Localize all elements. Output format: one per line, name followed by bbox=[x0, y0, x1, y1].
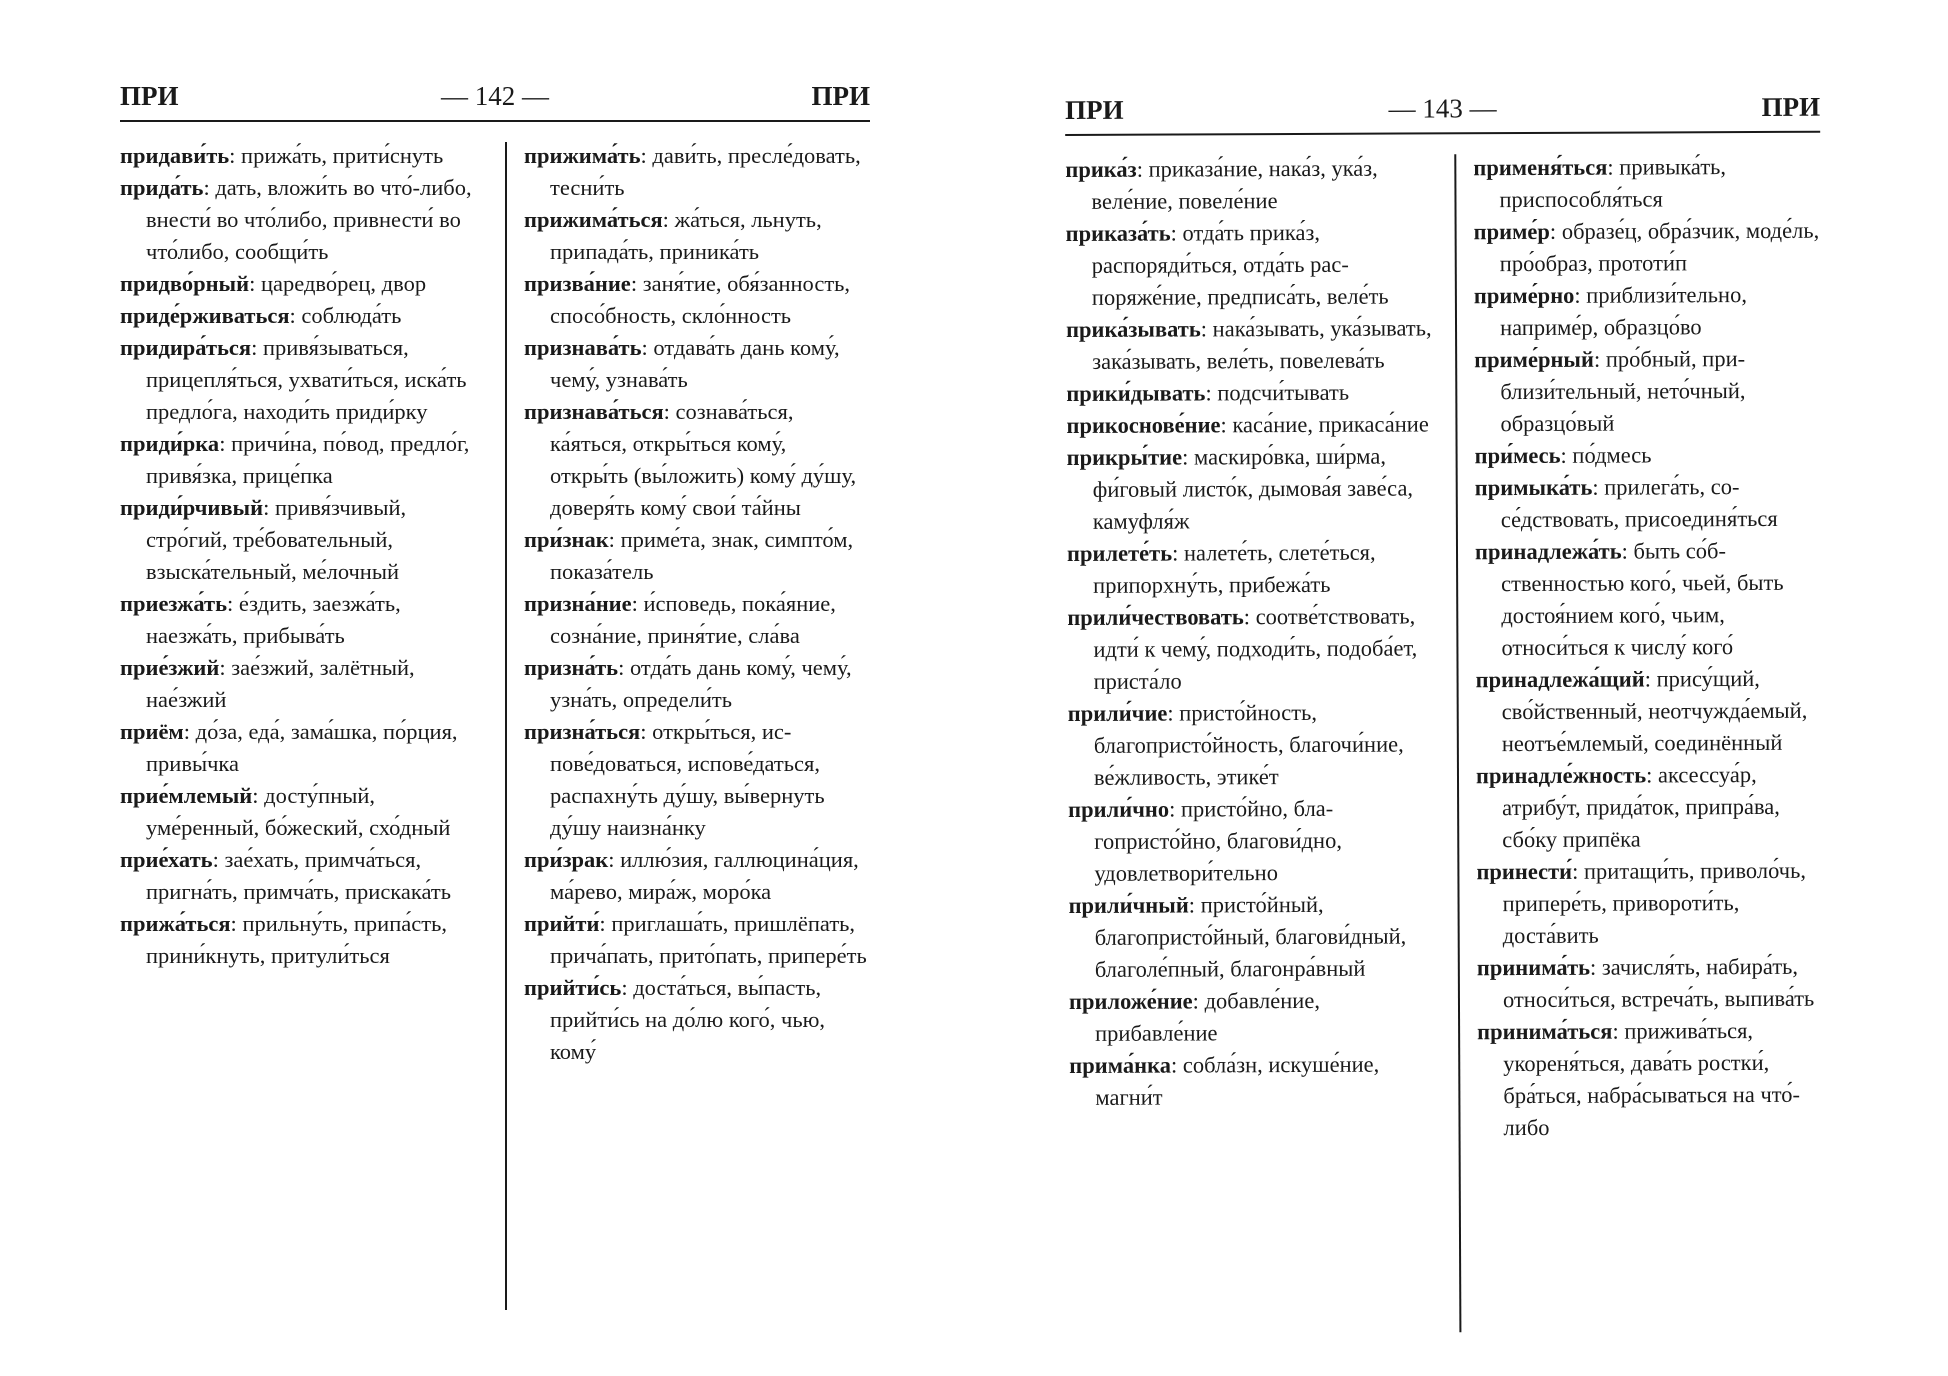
definition: отда́ть прика́з, распоряди́ться, отда́ть распоряже́ние, предписа́ть, веле́ть bbox=[1091, 219, 1389, 310]
definition: прилега́ть, сосе́дствовать, присоединя́ться bbox=[1500, 474, 1778, 533]
definition: прильну́ть, припа́сть, прини́кнуть, притули́ться bbox=[146, 911, 447, 968]
dictionary-entry bbox=[120, 268, 484, 300]
separator: : bbox=[252, 783, 265, 808]
headword: признава́ть bbox=[524, 335, 642, 360]
dictionary-entry bbox=[1069, 984, 1437, 1050]
dictionary-entry bbox=[524, 396, 870, 524]
definition: зае́зжий, залётный, нае́зжий bbox=[146, 655, 415, 712]
column-2 bbox=[1473, 151, 1825, 1341]
headword: прилете́ть bbox=[1066, 540, 1173, 566]
dictionary-entry bbox=[1477, 1015, 1825, 1145]
dictionary-entry bbox=[524, 332, 870, 396]
definition: зае́хать, примча́ться, пригна́ть, примча́ть, прискака́ть bbox=[146, 847, 451, 904]
dictionary-entry bbox=[524, 268, 870, 332]
dictionary-entry bbox=[1476, 663, 1823, 761]
separator: : bbox=[251, 335, 263, 360]
dictionary-entry bbox=[1066, 376, 1434, 410]
headword: приме́рный bbox=[1474, 346, 1594, 373]
dictionary-entry bbox=[524, 652, 870, 716]
definition: отда́ть дань кому́, чему́, узна́ть, определи́ть bbox=[550, 655, 852, 712]
headword: прида́ть bbox=[120, 175, 204, 200]
page-number: — 143 — bbox=[1388, 93, 1497, 124]
definition: и́споведь, пока́яние, созна́ние, приня́тие, сла́ва bbox=[550, 591, 836, 648]
dictionary-entry bbox=[1068, 792, 1436, 890]
dictionary-entry bbox=[524, 588, 870, 652]
dictionary-entry bbox=[524, 524, 870, 588]
definition: отдава́ть дань кому́, чему́, узнава́ть bbox=[550, 335, 840, 392]
separator: : bbox=[229, 143, 242, 168]
headword: принадлежа́ть bbox=[1474, 538, 1622, 565]
separator: : bbox=[640, 143, 653, 168]
separator: : bbox=[1182, 444, 1195, 470]
headword: приди́рка bbox=[120, 431, 220, 456]
definition: каса́ние, прикаса́ние bbox=[1232, 411, 1429, 438]
dictionary-entry bbox=[1474, 215, 1821, 281]
headword: приде́рживаться bbox=[120, 303, 290, 328]
headword: при́месь bbox=[1474, 442, 1561, 469]
separator: : bbox=[212, 847, 225, 872]
separator: : bbox=[263, 495, 275, 520]
right-page bbox=[1065, 89, 1825, 1342]
dictionary-entry bbox=[1473, 151, 1820, 217]
definition: заня́тие, обя́занность, спосо́бность, скло́нность bbox=[550, 271, 851, 328]
definition: дать, вложи́ть во что́-либо, внести́ во что́либо, привнести́ во что́либо, сообщи́ть bbox=[146, 175, 472, 264]
definition: прижива́ться, укореня́ться, дава́ть ростки́, бра́ться, набра́сываться на что́-либо bbox=[1503, 1018, 1801, 1141]
column-1 bbox=[120, 140, 484, 1318]
separator: : bbox=[599, 911, 612, 936]
headword: приложе́ние bbox=[1068, 988, 1193, 1014]
separator: : bbox=[1205, 380, 1218, 406]
separator: : bbox=[1172, 540, 1185, 566]
definition: царедво́рец, двор bbox=[260, 271, 427, 296]
headword: прили́чие bbox=[1067, 700, 1168, 726]
definition: присто́йный, благопристо́йный, благови́дный, благоле́пный, благонра́вный bbox=[1094, 891, 1407, 982]
dictionary-entry bbox=[1065, 152, 1433, 218]
definition: маскиро́вка, ши́рма, фи́говый листо́к, дымова́я заве́са, камуфля́ж bbox=[1092, 443, 1414, 534]
definition: присто́йность, благопристо́йность, благочи́ние, ве́жливость, этике́т bbox=[1093, 699, 1404, 790]
dictionary-entry bbox=[120, 652, 484, 716]
headword: призна́ть bbox=[524, 655, 619, 680]
headword: приказа́ть bbox=[1065, 220, 1171, 246]
dictionary-entry bbox=[1067, 440, 1435, 538]
separator: : bbox=[1612, 1018, 1625, 1044]
dictionary-entry bbox=[120, 332, 484, 428]
separator: : bbox=[641, 335, 654, 360]
headword: прикоснове́ние bbox=[1066, 412, 1221, 438]
definition: про́бный, приблизи́тельный, нето́чный, образцо́вый bbox=[1500, 346, 1746, 437]
definition: притащи́ть, приволо́чь, припере́ть, привороти́ть, доста́вить bbox=[1502, 857, 1807, 949]
separator: : bbox=[1136, 156, 1149, 182]
definition: приказа́ние, нака́з, ука́з, веле́ние, повеле́ние bbox=[1091, 155, 1378, 214]
headword: прики́дывать bbox=[1066, 380, 1206, 406]
dictionary-entry bbox=[1066, 312, 1434, 378]
page-number: — 142 — bbox=[441, 81, 549, 111]
separator: : bbox=[630, 271, 643, 296]
headword: прикры́тие bbox=[1066, 444, 1183, 470]
separator: : bbox=[227, 591, 239, 616]
dictionary-entry bbox=[1067, 600, 1435, 698]
definition: жа́ться, льнуть, припада́ть, приника́ть bbox=[550, 207, 822, 264]
headword: прика́з bbox=[1065, 156, 1137, 182]
separator: : bbox=[1607, 154, 1620, 180]
dictionary-entry bbox=[120, 492, 484, 588]
definition: привя́зываться, прицепля́ться, ухвати́ться, иска́ть предло́га, находи́ть приди́рку bbox=[146, 335, 467, 424]
columns bbox=[1065, 151, 1825, 1342]
dictionary-entry bbox=[120, 428, 484, 492]
separator: : bbox=[631, 591, 644, 616]
definition: собла́зн, искуше́ние, магни́т bbox=[1095, 1051, 1380, 1110]
separator: : bbox=[640, 719, 653, 744]
running-head-right: ПРИ bbox=[811, 81, 870, 111]
separator: : bbox=[608, 847, 621, 872]
separator: : bbox=[1644, 666, 1657, 692]
dictionary-entry bbox=[120, 716, 484, 780]
dictionary-entry bbox=[120, 172, 484, 268]
definition: дави́ть, пресле́довать, тесни́ть bbox=[550, 143, 861, 200]
separator: : bbox=[1592, 474, 1605, 500]
dictionary-entry bbox=[1068, 696, 1436, 794]
definition: откры́ться, испове́доваться, испове́даться, распахну́ть ду́шу, вы́вернуть ду́шу наизна́нку bbox=[550, 719, 825, 840]
separator: : bbox=[1167, 700, 1180, 726]
separator: : bbox=[1169, 796, 1182, 822]
separator: : bbox=[1549, 218, 1562, 244]
separator: : bbox=[230, 911, 243, 936]
definition: присто́йно, благопристо́йно, благови́дно, удовлетвори́тельно bbox=[1094, 795, 1342, 886]
separator: : bbox=[663, 399, 676, 424]
definition: причи́на, по́вод, предло́г, привя́зка, прице́пка bbox=[146, 431, 470, 488]
dictionary-entry bbox=[1069, 1048, 1437, 1114]
dictionary-entry bbox=[524, 844, 870, 908]
definition: соблюда́ть bbox=[301, 303, 402, 328]
dictionary-entry bbox=[1474, 343, 1821, 441]
headword: придво́рный bbox=[120, 271, 250, 296]
dictionary-entry bbox=[120, 908, 484, 972]
separator: : bbox=[618, 655, 630, 680]
dictionary-entry bbox=[1067, 536, 1435, 602]
definition: сознава́ться, ка́яться, откры́ться кому́, откры́ть (вы́ложить) кому́ ду́шу, доверя́ть кому́ свои́ та́йны bbox=[550, 399, 857, 520]
headword: призна́ние bbox=[524, 591, 632, 616]
definition: аксессуа́р, атрибу́т, прида́ток, припра́ва, сбо́ку припёка bbox=[1502, 761, 1780, 853]
headword: признава́ться bbox=[524, 399, 664, 424]
headword: прили́чествовать bbox=[1067, 604, 1244, 630]
definition: приглаша́ть, пришлёпать, прича́пать, прито́пать, припере́ть bbox=[550, 911, 867, 968]
headword: прима́нка bbox=[1069, 1052, 1172, 1078]
separator: : bbox=[1646, 762, 1659, 788]
definition: приблизи́тельно, наприме́р, образцо́во bbox=[1499, 282, 1747, 341]
separator: : bbox=[1572, 858, 1585, 884]
definition: добавле́ние, прибавле́ние bbox=[1095, 987, 1320, 1046]
running-head-left: ПРИ bbox=[120, 81, 179, 111]
separator: : bbox=[1243, 604, 1256, 630]
headword: прие́хать bbox=[120, 847, 213, 872]
running-head-left: ПРИ bbox=[1065, 94, 1124, 125]
separator: : bbox=[219, 431, 232, 456]
separator: : bbox=[1170, 1052, 1183, 1078]
dictionary-entry bbox=[524, 908, 870, 972]
headword: придави́ть bbox=[120, 143, 230, 168]
headword: прие́зжий bbox=[120, 655, 220, 680]
separator: : bbox=[203, 175, 216, 200]
definition: образе́ц, обра́зчик, моде́ль, про́образ, прототи́п bbox=[1499, 217, 1820, 277]
headword: при́знак bbox=[524, 527, 609, 552]
headword: при́зрак bbox=[524, 847, 609, 872]
dictionary-entry bbox=[120, 140, 484, 172]
definition: подсчи́тывать bbox=[1217, 379, 1350, 406]
definition: до́за, еда́, зама́шка, по́рция, привы́чка bbox=[146, 719, 458, 776]
running-head-right: ПРИ bbox=[1761, 91, 1821, 122]
headword: приме́рно bbox=[1473, 282, 1575, 309]
separator: : bbox=[219, 655, 232, 680]
dictionary-entry bbox=[120, 844, 484, 908]
headword: прили́чно bbox=[1068, 796, 1170, 822]
separator: : bbox=[289, 303, 302, 328]
headword: примыка́ть bbox=[1474, 474, 1593, 501]
definition: зачисля́ть, набира́ть, относи́ться, встреча́ть, выпива́ть bbox=[1502, 953, 1815, 1013]
headword: призна́ться bbox=[524, 719, 641, 744]
separator: : bbox=[621, 975, 634, 1000]
columns bbox=[120, 140, 870, 1318]
dictionary-entry bbox=[1475, 471, 1822, 537]
headword: применя́ться bbox=[1473, 154, 1608, 181]
dictionary-entry bbox=[1476, 855, 1823, 953]
dictionary-entry bbox=[524, 204, 870, 268]
left-page bbox=[120, 78, 870, 1318]
definition: доста́ться, вы́пасть, прийти́сь на до́лю кого́, чью, кому́ bbox=[550, 975, 826, 1064]
headword: приём bbox=[120, 719, 184, 744]
dictionary-entry bbox=[1066, 408, 1434, 442]
headword: приди́рчивый bbox=[120, 495, 264, 520]
headword: принадле́жность bbox=[1475, 762, 1647, 789]
column-divider bbox=[505, 142, 507, 1310]
column-2 bbox=[524, 140, 870, 1318]
headword: прижима́ться bbox=[524, 207, 663, 232]
separator: : bbox=[1560, 442, 1573, 468]
dictionary-entry bbox=[1475, 439, 1822, 473]
headword: прика́зывать bbox=[1065, 316, 1201, 342]
dictionary-entry bbox=[1066, 216, 1434, 314]
dictionary-entry bbox=[120, 300, 484, 332]
definition: е́здить, заезжа́ть, наезжа́ть, прибыва́ть bbox=[146, 591, 401, 648]
column-divider bbox=[1454, 154, 1461, 1332]
headword: принести́ bbox=[1476, 858, 1573, 885]
dictionary-entry bbox=[524, 716, 870, 844]
dictionary-entry bbox=[1475, 535, 1823, 665]
definition: привыка́ть, приспособля́ться bbox=[1499, 154, 1727, 213]
separator: : bbox=[1188, 892, 1201, 918]
separator: : bbox=[1593, 346, 1606, 372]
definition: по́дмесь bbox=[1572, 442, 1652, 468]
page-header bbox=[1065, 89, 1820, 136]
headword: прийти́ bbox=[524, 911, 600, 936]
page-header bbox=[120, 78, 870, 122]
separator: : bbox=[1589, 954, 1602, 980]
dictionary-entry bbox=[120, 780, 484, 844]
definition: приме́та, знак, симпто́м, показа́тель bbox=[550, 527, 854, 584]
separator: : bbox=[1574, 282, 1587, 308]
headword: приезжа́ть bbox=[120, 591, 227, 616]
dictionary-entry bbox=[1476, 759, 1823, 857]
headword: призва́ние bbox=[524, 271, 631, 296]
dictionary-entry bbox=[524, 140, 870, 204]
headword: принадлежа́щий bbox=[1475, 666, 1645, 693]
headword: прие́млемый bbox=[120, 783, 253, 808]
definition: нака́зывать, ука́зывать, зака́зывать, веле́ть, повелева́ть bbox=[1092, 315, 1432, 374]
dictionary-entry bbox=[1474, 279, 1821, 345]
dictionary-entry bbox=[524, 972, 870, 1068]
headword: прижа́ться bbox=[120, 911, 231, 936]
separator: : bbox=[1192, 988, 1205, 1014]
separator: : bbox=[1220, 412, 1233, 438]
dictionary-entry bbox=[1477, 951, 1824, 1017]
definition: привя́зчивый, стро́гий, тре́бовательный, взыска́тельный, ме́лочный bbox=[146, 495, 407, 584]
definition: быть со́бственностью кого́, чьей, быть достоя́нием кого́, чьим, относи́ться к числу́ кого́ bbox=[1501, 538, 1784, 661]
separator: : bbox=[1170, 220, 1183, 246]
headword: прижима́ть bbox=[524, 143, 641, 168]
separator: : bbox=[183, 719, 196, 744]
dictionary-entry bbox=[1068, 888, 1436, 986]
separator: : bbox=[662, 207, 675, 232]
separator: : bbox=[608, 527, 621, 552]
definition: прису́щий, сво́йственный, неотчужда́емый, неотъе́млемый, соединённый bbox=[1501, 665, 1808, 757]
definition: соотве́тствовать, идти́ к чему́, подходи́ть, подоба́ет, приста́ло bbox=[1093, 603, 1418, 694]
separator: : bbox=[1200, 316, 1213, 342]
definition: досту́пный, уме́ренный, бо́жеский, схо́дный bbox=[146, 783, 451, 840]
definition: иллю́зия, галлюцина́ция, ма́рево, мира́ж, моро́ка bbox=[550, 847, 859, 904]
headword: прили́чный bbox=[1068, 892, 1189, 918]
definition: прижа́ть, прити́снуть bbox=[241, 143, 444, 168]
headword: принима́ться bbox=[1477, 1018, 1613, 1045]
headword: прийти́сь bbox=[524, 975, 622, 1000]
definition: налете́ть, слете́ться, припорхну́ть, прибежа́ть bbox=[1093, 539, 1376, 598]
headword: принима́ть bbox=[1476, 954, 1591, 981]
dictionary-entry bbox=[120, 588, 484, 652]
headword: придира́ться bbox=[120, 335, 252, 360]
headword: приме́р bbox=[1473, 218, 1550, 245]
separator: : bbox=[1621, 538, 1634, 564]
separator: : bbox=[249, 271, 261, 296]
column-1 bbox=[1065, 152, 1438, 1342]
